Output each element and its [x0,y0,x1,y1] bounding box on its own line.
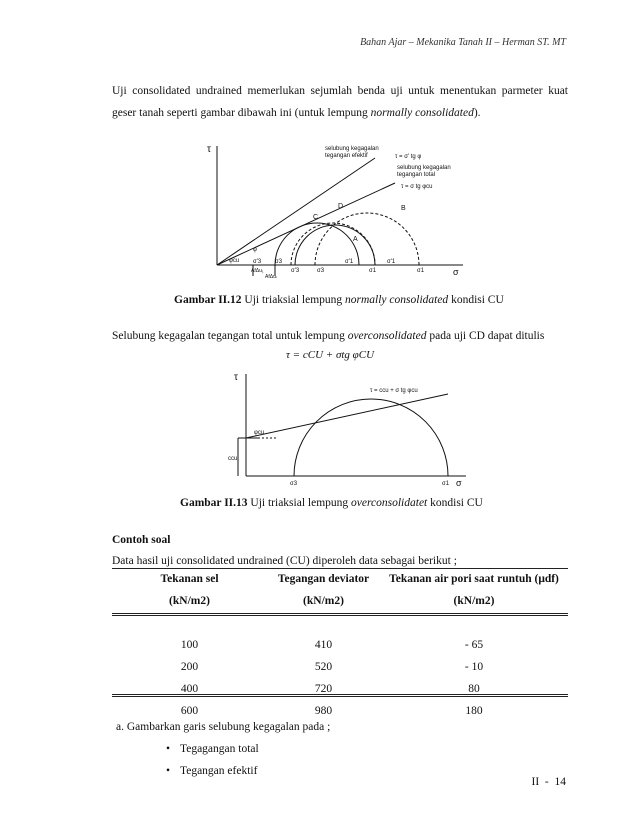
question-text: a. Gambarkan garis selubung kegagalan pada ; [116,721,331,733]
fig1-sigma3-eff: σ'3 [253,259,262,265]
envelope-formula: τ = cCU + σtg φCU [286,349,375,361]
fig1-tot-label-2: tegangan total [397,172,436,178]
example-title: Contoh soal [112,534,171,546]
fig2-sigma-label: σ [456,478,462,488]
unit-cell: (kN/m2) [169,595,210,607]
figure-normally-consolidated [205,138,475,278]
para2-emphasis: overconsolidated [347,330,427,342]
fig1-sigma-label: σ [453,267,459,277]
fig1-delta-a: AfΔu₁ [251,268,264,274]
figure-caption-2 [180,497,483,509]
fig1-sigma1-eff: σ'1 [345,259,354,265]
fig1-eff-eq: τ = σ' tg φ [395,154,422,160]
fig1-phi: φ [253,247,257,253]
fig1-eff-label-1: selubung kegagalan [325,146,379,152]
figure-caption-1 [174,294,504,306]
running-header: Bahan Ajar – Mekanika Tanah II – Herman ST. MT [360,37,566,48]
para2-end: pada uji CD dapat ditulis [426,330,545,342]
table-cell: 180 [465,705,483,717]
table-cell: 720 [314,683,333,695]
list-item: • Tegangan efektif [166,760,259,782]
fig1-point-C: C [313,214,319,221]
table-cell: 410 [314,639,333,651]
fig1-tot-eq: τ = σ tg φcu [401,184,433,190]
table-cell: 980 [314,705,333,717]
unit-cell: (kN/m2) [453,595,495,607]
figure-overconsolidated [228,368,478,490]
overconsolidated-paragraph [112,325,568,347]
caption1-label: Gambar II.12 [174,294,242,306]
table-cell: 400 [180,683,199,695]
circle-B [315,213,419,265]
circle-A [291,223,375,265]
question-list [166,738,259,782]
table-cell: - 65 [464,639,484,651]
table-row [112,634,568,656]
fig1-sigma3-b: σ3 [317,268,325,274]
fig2-sigma1: σ1 [442,481,450,487]
unit-cell: (kN/m2) [303,595,344,607]
fig1-delta-b: AfΔu₁ [265,274,278,278]
list-item: • Tegagangan total [166,738,259,760]
fig1-sigma1: σ1 [369,268,377,274]
table-units-row [112,590,568,612]
effective-envelope-line [217,158,375,265]
fig1-phi-cu: φcu [229,258,240,264]
caption1-end: kondisi CU [448,294,504,306]
page-number: II - 14 [531,776,566,788]
fig2-envelope-eq: τ = ccu + σ tg φcu [370,388,418,394]
fig1-tau-label: τ [207,144,211,155]
fig1-point-A: A [353,236,358,243]
table-header-row [112,568,568,590]
caption1-emphasis: normally consolidated [345,294,449,306]
intro-line-2-end: ). [473,107,481,119]
fig2-tau-label: τ [234,372,238,383]
caption1-text: Uji triaksial lempung [241,294,346,306]
intro-line-2 [112,102,568,124]
fig1-sigma1-b: σ1 [417,268,425,274]
intro-line-2-emphasis: normally consolidated [370,107,474,119]
table-cell: 200 [180,661,199,673]
para2-text: Selubung kegagalan tegangan total untuk lempung [112,330,348,342]
table-row [112,678,568,700]
caption2-emphasis: overconsolidatet [351,497,428,509]
table-row [112,656,568,678]
fig1-point-B: B [401,205,406,212]
fig2-phi-cu: φcu [254,430,265,436]
caption2-text: Uji triaksial lempung [247,497,352,509]
circle-D [295,225,375,265]
caption2-end: kondisi CU [427,497,483,509]
fig2-c-cu: ccu [228,456,238,462]
example-intro: Data hasil uji consolidated undrained (CU) diperoleh data sebagai berikut ; [112,555,457,567]
fig1-sigma3-eff-b: σ'3 [291,268,300,274]
fig1-sigma1-eff-b: σ'1 [387,259,396,265]
header-cell: Tekanan sel [160,573,219,585]
fig1-sigma3: σ3 [275,259,283,265]
fig2-sigma3: σ3 [290,481,298,487]
header-cell: Tekanan air pori saat runtuh (μdf) [389,573,559,585]
fig1-tot-label-1: selubung kegagalan [397,165,451,171]
table-cell: 600 [180,705,199,717]
data-table [112,568,568,722]
table-cell: 80 [468,683,480,695]
intro-line-1: Uji consolidated undrained memerlukan sejumlah benda uji untuk menentukan parmeter kuat [112,85,568,97]
table-cell: 520 [314,661,333,673]
table-cell: 100 [180,639,199,651]
intro-line-2-text: geser tanah seperti gambar dibawah ini (untuk lempung [112,107,371,119]
table-cell: - 10 [464,661,484,673]
total-envelope-line [246,394,448,438]
header-cell: Tegangan deviator [277,573,370,585]
fig1-eff-label-2: tegangan efektif [325,153,368,159]
caption2-label: Gambar II.13 [180,497,248,509]
fig1-point-D: D [338,203,344,210]
